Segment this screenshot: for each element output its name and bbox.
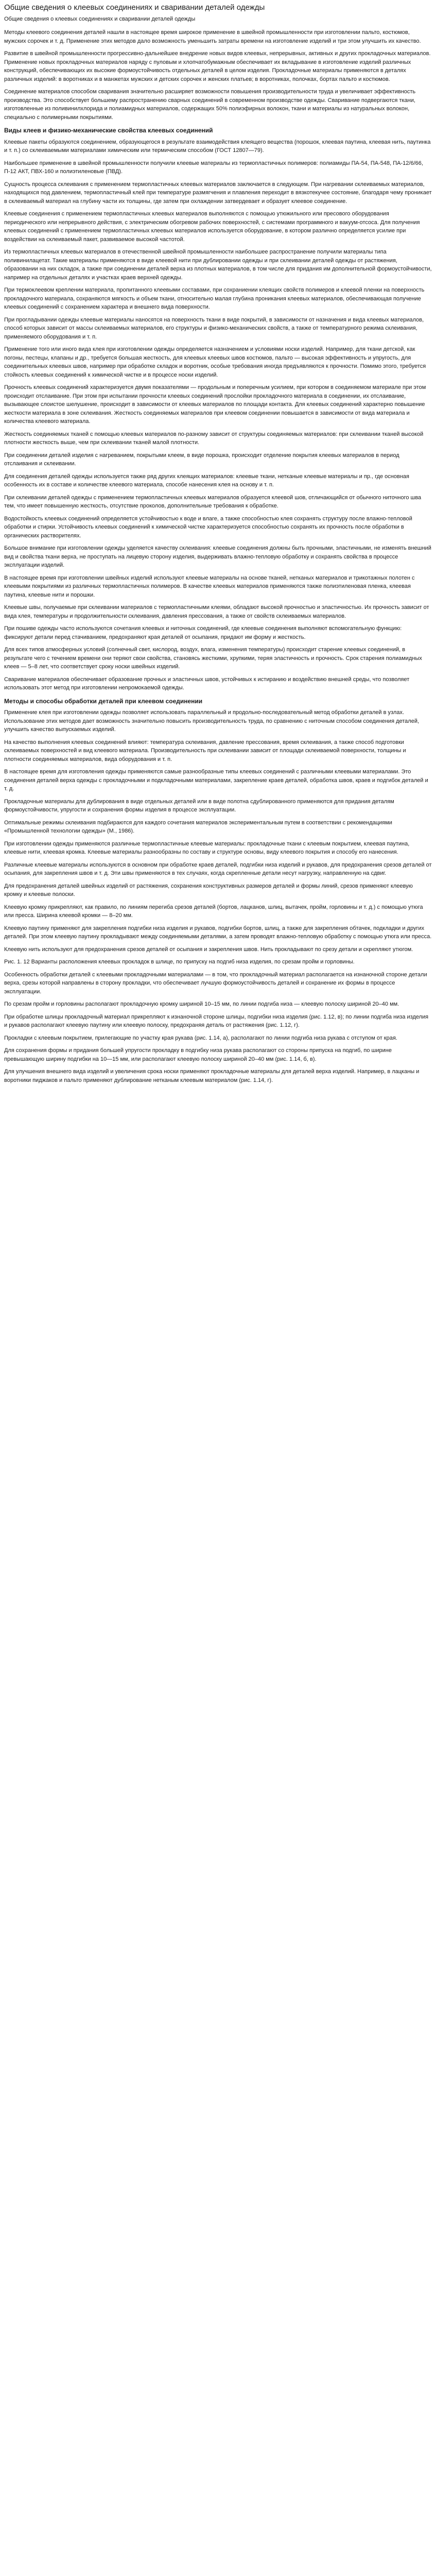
paragraph: Прочность клеевых соединений характеризуется двумя показателями — продольным и поперечным усилием, при котором в соединяемом материале при этом происходит отслаивание. При этом при испытании прочности клеевых соединений прослойки прокладочного материала в соединении, их отслаивание, вызывающее слоистое шелушение, происходит в зависимости от клеевых материалов по площади контакта. Для клеевых соединений характерно повышение жесткости материала в зоне склеивания. Жесткость соединяемых материалов при клеевом соединении повышается в зависимости от вида материала и количества клеевого материала. — [4, 384, 426, 425]
paragraph: При обработке шлицы прокладочный материал прикрепляют к изнаночной стороне шлицы, подгибки низа изделия (рис. 1.12, в); по линии подгиба низа изделия и рукавов располагают клеевую паутину или клеевую полоску, предохраняя деталь от растяжения (рис. 1.12, г). — [4, 1013, 429, 1029]
paragraph: Для соединения деталей одежды используется также ряд других клеящих материалов: клеевые ткани, нетканые клеевые материалы и пр., где основная особенность их в составе и количестве клеевого материала, способе нанесения клея на основу и т. п. — [4, 473, 409, 488]
paragraph: Клеевую нить используют для предохранения срезов деталей от осыпания и закрепления швов. Нить прокладывают по срезу детали и скрепляют утюгом. — [4, 946, 413, 953]
paragraph: Развитие в швейной промышленности прогрессивно-дальнейшее внедрение новых видов клеевых, непрерывных, активных и других прокладочных материалов. Применение новых прокладочных материалов наряду с пуловым и хлопчатобумажным обеспечивает их вкладывание в изготовление изделий различных конструкций, обеспечивающих их высокие формоустойчивость отдельных деталей в целом изделия. Прокладочные материалы применяются в деталях различных изделий: в воротниках и в манжетах мужских и детских сорочек и женских платьев; в воротниках, полочках, бортах пальто и костюмов. — [4, 50, 431, 82]
article-section — [4, 698, 432, 1009]
page-title: Общие сведения о клеевых соединениях и сваривании деталей одежды — [4, 3, 265, 12]
paragraph: Жесткость соединяемых тканей с помощью клеевых материалов по-разному зависит от структуры соединяемых материалов: при склеивании тканей высокой плотности жесткость выше, чем при склеивании тканей малой плотности. — [4, 431, 424, 446]
paragraph: При изготовлении одежды применяются различные термопластичные клеевые материалы: прокладочные ткани с клеевым покрытием, клеевая паутина, клеевые нити, клеевая кромка. Клеевые материалы разнообразны по составу и структуре основы, виду клеевого покрытия и способу его нанесения. — [4, 840, 410, 856]
paragraph: Из термопластичных клеевых материалов в отечественной швейной промышленности наибольшее распространение получили материалы типа поливинилацетат. Такие материалы применяются в виде клеевой нити при дублировании одежды и при склеивании деталей одежды от растяжения, образовании на них складок, а также при соединении деталей верха из плотных материалов, в том числе для придания им дополнительной формоустойчивости, например на отдельных деталях и участках краев верхней одежды. — [4, 249, 432, 281]
paragraph: Особенность обработки деталей с клеевыми прокладочными материалами — в том, что прокладочный материал располагается на изнаночной стороне детали верха, срезы которой направлены в сторону прокладки, что обеспечивает лучшую формоустойчивость деталей и сохранение их формы в процессе эксплуатации. — [4, 971, 427, 995]
paragraph: Для всех типов атмосферных условий (солнечный свет, кислород, воздух, влага, изменения температуры) происходит старение клеевых соединений, в результате чего с течением времени они теряют свои свойства, становясь жесткими, хрупкими, теряя эластичность и прочность. Срок старения полиамидных клеев — 5–8 лет, что соответствует сроку носки швейных изделий. — [4, 647, 422, 670]
paragraph: Различные клеевые материалы используются в основном при обработке краев деталей, подгибки низа изделий и рукавов, для предохранения срезов деталей от осыпания, для закрепления швов и т. д. Эти швы применяются в тех случаях, когда скрепленные детали несут нагрузку, направленную на сдвиг. — [4, 861, 432, 877]
paragraph: При склеивании деталей одежды с применением термопластичных клеевых материалов образуется клеевой шов, отличающийся от обычного ниточного шва тем, что имеет повышенную жесткость, отсутствие проколов, дополнительные требования к обработке. — [4, 494, 422, 510]
paragraph: Методы клеевого соединения деталей нашли в настоящее время широкое применение в швейной промышленности при изготовлении пальто, костюмов, мужских сорочек и т. д. Применение этих методов дало возможность уменьшить затраты времени на изготовление изделий и три этом улучшить их качество. — [4, 29, 421, 44]
article-page — [0, 0, 436, 1094]
page-lead: Общие сведения о клеевых соединениях и сваривании деталей одежды — [4, 15, 196, 22]
paragraph: В настоящее время для изготовления одежды применяются самые разнообразные типы клеевых соединений с различными клеевыми материалами. Это соединения деталей верха одежды с прокладочными и подкладочными материалами, закрепление краев деталей, обработка швов, краев и подгибок деталей и т. д. — [4, 769, 428, 792]
article-section — [4, 28, 432, 122]
section-heading: Методы и способы обработки деталей при клеевом соединении — [4, 697, 203, 705]
paragraph: Для предохранения деталей швейных изделий от растяжения, сохранения конструктивных размеров деталей и формы линий, срезов применяют клеевую кромку и клеевые полоски. — [4, 883, 413, 898]
paragraph: Клеевую кромку прикрепляют, как правило, по линиям перегиба срезов деталей (бортов, лацканов, шлиц, вытачек, пройм, горловины и т. д.) с помощью утюга или пресса. Ширина клеевой кромки — 8–20 мм. — [4, 904, 423, 919]
article-body — [4, 28, 432, 1084]
paragraph: Оптимальные режимы склеивания подбираются для каждого сочетания материалов экспериментальным путем в соответствии с рекомендациями «Промышленной технологии одежды» (М., 1986). — [4, 819, 392, 835]
paragraph: Прокладки с клеевым покрытием, прилегающие по участку края рукава (рис. 1.14, а), располагают по линии подгиба низа рукава с отступом от края. — [4, 1035, 397, 1041]
paragraph: При соединении деталей изделия с нагреванием, покрытыми клеем, в виде порошка, происходит отделение покрытия клеевых материалов в период отслаивания и склеивании. — [4, 452, 399, 467]
article-section — [4, 1013, 432, 1085]
paragraph: Для сохранения формы и придания большей упругости прокладку в подгибку низа рукава располагают со стороны припуска на подгиб, по ширине превышающую ширину подгибки на 10—15 мм, или располагают клеевую полоску шириной 20–40 мм (рис. 1.14, б, в). — [4, 1047, 392, 1062]
paragraph: Клеевые швы, получаемые при склеивании материалов с термопластичными клеями, обладают высокой прочностью и эластичностью. Их прочность зависит от вида клея, температуры и продолжительности склеивания, давления прессования, а также от свойств склеиваемых материалов. — [4, 604, 429, 619]
paragraph: При прогладывании одежды клеевые материалы наносятся на поверхность ткани в виде покрытий, в зависимости от назначения и вида клеевых материалов, способ которых зависит от массы склеиваемых материалов, его структуры и физико-механических свойств, а также от температурного режима склеивания, применяемого оборудования и т. п. — [4, 316, 424, 340]
paragraph: Большое внимание при изготовлении одежды уделяется качеству склеивания: клеевые соединения должны быть прочными, эластичными, не изменять внешний вид и свойства ткани верха, не проступать на лицевую сторону изделия, выдерживать влажно-тепловую обработку и сохранять свойства в процессе эксплуатации изделий. — [4, 545, 431, 569]
paragraph: Сваривание материалов обеспечивает образование прочных и эластичных швов, устойчивых к истиранию и воздействию внешней среды, что позволяет использовать этот метод при изготовлении непромокаемой одежды. — [4, 676, 410, 691]
paragraph: Применение того или иного вида клея при изготовлении одежды определяется назначением и условиями носки изделий. Например, для ткани детской, как погоны, пестецы, клапаны и др., требуется большая жесткость, для клеевых клеевых швов костюмов, пальто — высокая эффективность и упругость, для соединительных клеевых швов, например при обработке складок и воротник, особые требования иногда предъявляются к прочности. Помимо этого, требуется стойкость клеевых соединений к химической чистке и в процессе носки изделий. — [4, 346, 426, 378]
paragraph: Применение клея при изготовлении одежды позволяет использовать параллельный и продольно-последовательный метод обработки деталей в узлах. Использование этих методов дает возможность значительно повысить производительность труда, по сравнению с ниточным способом соединения деталей, улучшить качество выпускаемых изделий. — [4, 709, 420, 733]
paragraph: Для улучшения внешнего вида изделий и увеличения срока носки применяют прокладочные материалы для деталей верха изделий. Например, в лацканы и воротники пиджаков и пальто применяют дублирование нетканым клеевым материалом (рис. 1.14, г). — [4, 1069, 420, 1083]
paragraph: Прокладочные материалы для дублирования в виде отдельных деталей или в виде полотна сдублированного применяются для придания деталям формоустойчивости, упругости и сохранения формы изделия в процессе эксплуатации. — [4, 798, 394, 814]
paragraph: При термоклеевом креплении материала, пропитанного клеевыми составами, при сохраниении клеящих свойств полимеров и клеевой пленки на поверхность прокладочного материала, сохраняются мягкость и объем ткани, относительно малая глубина проникания клеевых материалов, обеспечивающая получение клеевых соединений с сохранением характера и внешнего вида поверхности. — [4, 287, 425, 311]
paragraph: Клеевые соединения с применением термопластичных клеевых материалов выполняются с помощью утюжильного или пресового оборудования периодического или непрерывного действия, с электрическим обогревом рабочих поверхностей, с системами программного и вакуум-отсоса. Для получения клеевых соединений с применением термопластичных клеевых материалов используется оборудование, в котором различно определяется усилие при воздействии на склеиваемый пакет, развиваемое высокой частотой. — [4, 211, 420, 243]
paragraph: Водостойкость клеевых соединений определяется устойчивостью к воде и влаге, а также способностью клея сохранять структуру после влажно-тепловой обработки и стирки. Устойчивость клеевых соединений к химической чистке характеризуется способностью сохранять их прочность после обработки в органических растворителях. — [4, 515, 412, 539]
paragraph: Клеевые пакеты образуются соединением, образующегося в результате взаимодействия клеящего вещества (порошок, клеевая паутина, клеевая нить, паутинка и т. п.) со склеиваемыми материалами химическим или термическим способом (ГОСТ 12807—79). — [4, 139, 431, 154]
paragraph: Наибольшее применение в швейной промышленности получили клеевые материалы из термопластичных полимеров: полиамиды ПА-54, ПА-548, ПА-12/6/66, П-12 АКТ, ПВХ-160 и полиэтиленовые (ПВД). — [4, 160, 423, 175]
paragraph: При пошиве одежды часто используются сочетания клеевых и ниточных соединений, где клеевые соединения выполняют вспомогательную функцию: фиксируют детали перед стачиванием, предохраняют края деталей от осыпания, придают им форму и жесткость. — [4, 625, 402, 640]
section-heading: Виды клеев и физико-механические свойства клеевых соединений — [4, 127, 213, 134]
paragraph: Соединение материалов способом сваривания значительно расширяет возможности повышения производительности труда и увеличивает эффективность производства. Это способствует большему распространению сварных соединений в современном производстве одежды. Сваривание подвергаются ткани, изготовленные из поливинилхлорида и полиамидных материалов, содержащих 50% полиэфирных волокон, ткани и материалы из натуральных волокон, специально с полимерными покрытиями. — [4, 89, 416, 121]
paragraph: По срезам пройм и горловины располагают прокладочную кромку шириной 10–15 мм, по линии подгиба низа — клеевую полоску шириной 20–40 мм. — [4, 1001, 399, 1008]
paragraph: В настоящее время при изготовлении швейных изделий используют клеевые материалы на основе тканей, нетканых материалов и трикотажных полотен с клеевыми покрытиями из различных термопластичных полимеров. В качестве клеевых материалов применяются также полиэтиленовая пленка, клеевая паутина, клеевые нити и порошки. — [4, 574, 415, 598]
paragraph: Рис. 1. 12 Варианты расположения клеевых прокладок в шлице, по припуску на подгиб низа изделия, по срезам пройм и горловины. — [4, 959, 355, 965]
paragraph: На качество выполнения клеевых соединений влияют: температура склеивания, давление прессования, время склеивания, а также способ подготовки склеиваемых поверхностей и вид клеевого материала. Производительность при склеивании зависит от площади склеиваемой поверхности, толщины и плотности соединяемых материалов, вида оборудования и т. п. — [4, 739, 406, 762]
paragraph: Клеевую паутину применяют для закрепления подгибки низа изделия и рукавов, подгибки бортов, шлиц, а также для закрепления обтачек, подкладки и других деталей. При этом клеевую паутину прокладывают между соединяемыми деталями, а затем проводят влажно-тепловую обработку с помощью утюга или пресса. — [4, 925, 432, 940]
article-section — [4, 127, 432, 692]
paragraph: Сущность процесса склеивания с применением термопластичных клеевых материалов заключается в следующем. При нагревании склеиваемых материалов, находящихся под давлением, термопластичный клей при температуре размягчения и плавления переходит в вязкотекучее состояние, благодаря чему проникает в склеиваемый материал на глубину части их толщины, где затем при охлаждении затвердевает и образует клеевое соединение. — [4, 181, 432, 205]
